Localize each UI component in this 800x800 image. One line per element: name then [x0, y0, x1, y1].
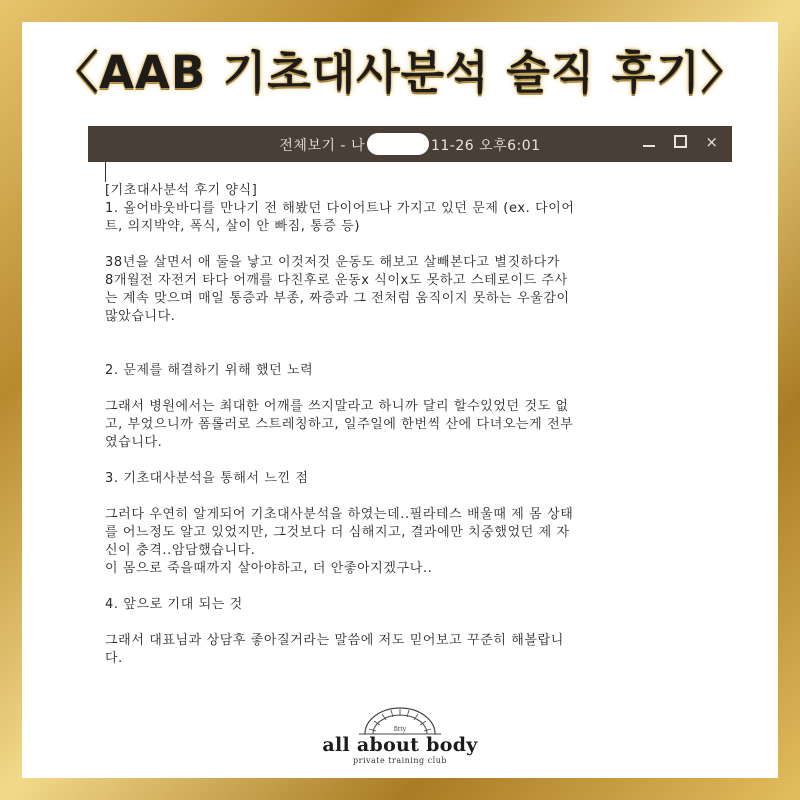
brand-subtitle: private training club [353, 756, 447, 765]
doc-line: 를 어느정도 알고 있었지만, 그것보다 더 심해지고, 결과에만 치중했었던 제 자 [105, 525, 570, 540]
doc-line: 는 계속 맞으며 매일 통증과 부종, 짜증과 그 전처럼 움직이지 못하는 우울감이 [105, 291, 570, 306]
doc-line: 그러다 우연히 알게되어 기초대사분석을 하였는데..필라테스 배울때 제 몸 상태 [105, 507, 574, 522]
doc-line: 이 몸으로 죽을때까지 살아야하고, 더 안좋아지겠구나.. [105, 561, 433, 576]
doc-line: 38년을 살면서 애 둘을 낳고 이것저것 운동도 해보고 살빼본다고 별짓하다가 [105, 255, 561, 270]
redaction-mark [367, 133, 429, 155]
window-title-timestamp: 11-26 오후6:01 [430, 138, 541, 154]
doc-line: [기초대사분석 후기 양식] [105, 183, 258, 198]
document-body[interactable] [105, 182, 717, 668]
maximize-icon[interactable] [674, 135, 687, 148]
doc-line: 그래서 병원에서는 최대한 어깨를 쓰지말라고 하니까 달리 할수있었던 것도 없 [105, 399, 569, 414]
doc-line: 다. [105, 651, 123, 666]
doc-line: 트, 의지박약, 폭식, 살이 안 빠짐, 통증 등) [105, 219, 361, 234]
window-titlebar[interactable] [88, 126, 732, 162]
doc-line: 1. 올어바웃바디를 만나기 전 해봤던 다이어트나 가지고 있던 문제 (ex. 다이어 [105, 201, 575, 216]
doc-line: 고, 부었으니까 폼롤러로 스트레칭하고, 일주일에 한번씩 산에 다녀오는게 전부 [105, 417, 574, 432]
content-panel [22, 22, 778, 778]
brand-name: all about body [322, 734, 478, 756]
doc-line: 그래서 대표님과 상담후 좋아질거라는 말씀에 저도 믿어보고 꾸준히 해볼랍니 [105, 633, 564, 648]
doc-line: 신이 충격..암담했습니다. [105, 543, 256, 558]
section-heading: 3. 기초대사분석을 통해서 느낀 점 [105, 471, 309, 486]
section-heading: 4. 앞으로 기대 되는 것 [105, 597, 243, 612]
doc-line: 였습니다. [105, 435, 163, 450]
doc-line: 8개월전 자전거 타다 어깨를 다친후로 운동x 식이x도 못하고 스테로이드 주사 [105, 273, 568, 288]
brand-logo [300, 704, 500, 774]
arch-emblem-icon [355, 704, 445, 736]
window-title-prefix: 전체보기 - 나 [279, 138, 365, 154]
doc-line: 많았습니다. [105, 309, 176, 324]
section-heading: 2. 문제를 해결하기 위해 했던 노력 [105, 363, 314, 378]
minimize-icon[interactable] [643, 136, 655, 147]
close-icon[interactable]: × [705, 133, 718, 151]
text-cursor [105, 162, 106, 182]
window-controls [629, 133, 718, 151]
banner-title: 〈AAB 기초대사분석 솔직 후기〉 [53, 46, 747, 99]
emblem-text: fitty [393, 726, 407, 733]
